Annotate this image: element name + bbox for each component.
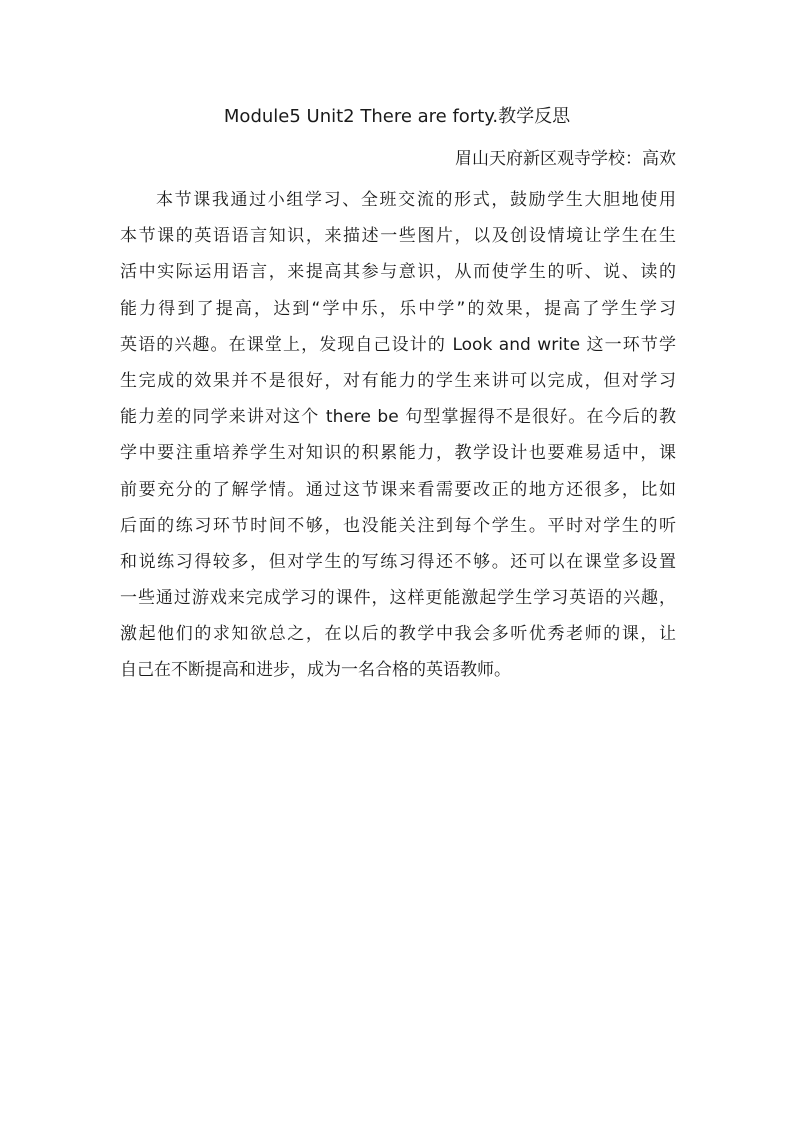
paragraph-line: [120, 402, 676, 438]
line-text: 能力得到了提高，达到“学中乐，乐中学”的效果，提高了学生学习: [120, 298, 676, 319]
line-text: 自己在不断提高和进步，成为一名合格的英语教师。: [120, 660, 511, 681]
paragraph-line: [120, 438, 676, 474]
paragraph-line: [120, 475, 676, 511]
line-text: 英语的兴趣。在课堂上，发现自己设计的 Look and write 这一环节学: [120, 334, 676, 355]
line-text: 前要充分的了解学情。通过这节课来看需要改正的地方还很多，比如: [120, 479, 676, 500]
document-title: Module5 Unit2 There are forty.教学反思: [223, 106, 571, 127]
line-text: 能力差的同学来讲对这个 there be 句型掌握得不是很好。在今后的教: [120, 407, 676, 428]
author-line: 眉山天府新区观寺学校：高欢: [455, 149, 676, 169]
paragraph-line: [120, 257, 676, 293]
paragraph-line: [120, 583, 676, 619]
line-text: 一些通过游戏来完成学习的课件，这样更能激起学生学习英语的兴趣，: [120, 588, 676, 609]
paragraph-line: [120, 547, 676, 583]
paragraph-line: [120, 221, 676, 257]
line-text: 后面的练习环节时间不够，也没能关注到每个学生。平时对学生的听: [120, 515, 676, 536]
paragraph-line: [120, 185, 676, 221]
line-text: 本节课我通过小组学习、全班交流的形式，鼓励学生大胆地使用: [156, 190, 676, 210]
paragraph-line: [120, 619, 676, 655]
line-text: 激起他们的求知欲总之，在以后的教学中我会多听优秀老师的课，让: [120, 624, 676, 645]
line-text: 和说练习得较多，但对学生的写练习得还不够。还可以在课堂多设置: [120, 551, 676, 572]
paragraph-line: [120, 294, 676, 330]
line-text: 本节课的英语语言知识，来描述一些图片，以及创设情境让学生在生: [120, 226, 676, 247]
line-text: 学中要注重培养学生对知识的积累能力，教学设计也要难易适中，课: [120, 443, 676, 464]
paragraph-line: [120, 511, 676, 547]
paragraph-line: [120, 655, 676, 691]
body-paragraph: [120, 185, 676, 692]
line-text: 生完成的效果并不是很好，对有能力的学生来讲可以完成，但对学习: [120, 370, 676, 391]
paragraph-line: [120, 330, 676, 366]
line-text: 活中实际运用语言，来提高其参与意识，从而使学生的听、说、读的: [120, 262, 676, 283]
paragraph-line: [120, 366, 676, 402]
